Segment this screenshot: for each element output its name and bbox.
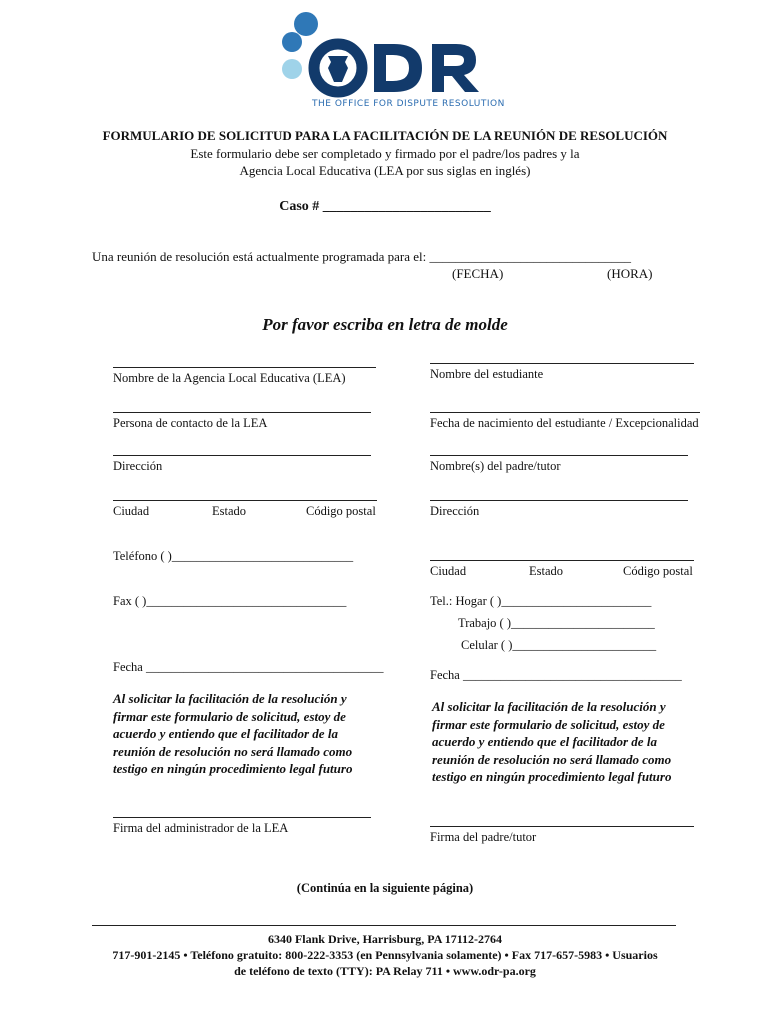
parent-state-label: Estado [529,564,564,578]
schedule-field[interactable]: Una reunión de resolución está actualmente programada para el: _______________________________ [92,249,631,264]
student-birthdate-line[interactable] [430,412,700,413]
parent-date-field[interactable]: Fecha ___________________________________ [430,668,682,682]
logo-tagline: THE OFFICE FOR DISPUTE RESOLUTION [312,99,505,109]
lea-date-field[interactable]: Fecha ______________________________________ [113,660,384,674]
print-heading: Por favor escriba en letra de molde [262,315,508,334]
parent-address-line[interactable] [430,500,688,501]
footer-divider [92,925,676,926]
parent-signature-label: Firma del padre/tutor [430,830,537,844]
lea-agreement-text: Al solicitar la facilitación de la resolución y firmar este formulario de solicitud, estoy de acuerdo y entiendo que el facilitador de la reunión de resolución no será llamado como testigo en ningún procedimiento legal futuro [113,691,353,776]
lea-address-line[interactable] [113,455,371,456]
lea-address-label: Dirección [113,459,163,473]
lea-city-line[interactable] [113,500,377,501]
student-name-label: Nombre del estudiante [430,367,544,381]
parent-cell-phone-field[interactable]: Celular ( )_______________________ [461,638,657,652]
parent-city-label: Ciudad [430,564,467,578]
lea-name-line[interactable] [113,367,376,368]
guardian-names-line[interactable] [430,455,688,456]
parent-home-phone-field[interactable]: Tel.: Hogar ( )________________________ [430,594,652,608]
lea-state-label: Estado [212,504,247,518]
parent-agreement-text: Al solicitar la facilitación de la resolución y firmar este formulario de solicitud, estoy de acuerdo y entiendo que el facilitador de la reunión de resolución no será llamado como testigo en ningún procedimiento legal futuro [432,699,672,784]
form-subtitle-line2: Agencia Local Educativa (LEA por sus siglas en inglés) [239,163,531,178]
footer-contact-line3: de teléfono de texto (TTY): PA Relay 711 • www.odr-pa.org [234,964,536,978]
lea-zip-label: Código postal [306,504,376,518]
student-name-line[interactable] [430,363,694,364]
parent-work-phone-field[interactable]: Trabajo ( )_______________________ [458,616,655,630]
lea-name-label: Nombre de la Agencia Local Educativa (LEA) [113,371,346,385]
guardian-names-label: Nombre(s) del padre/tutor [430,459,561,473]
schedule-date-label: (FECHA) [452,266,504,281]
form-title: FORMULARIO DE SOLICITUD PARA LA FACILITACIÓN DE LA REUNIÓN DE RESOLUCIÓN [102,128,668,143]
lea-signature-label: Firma del administrador de la LEA [113,821,289,835]
schedule-time-label: (HORA) [607,266,653,281]
continued-note: (Continúa en la siguiente página) [296,881,474,895]
lea-fax-field[interactable]: Fax ( )________________________________ [113,594,347,608]
lea-signature-line[interactable] [113,817,371,818]
parent-zip-label: Código postal [623,564,693,578]
lea-contact-line[interactable] [113,412,371,413]
student-birthdate-label: Fecha de nacimiento del estudiante / Excepcionalidad [430,416,699,430]
parent-signature-line[interactable] [430,826,694,827]
parent-city-line[interactable] [430,560,694,561]
parent-address-label: Dirección [430,504,480,518]
lea-city-label: Ciudad [113,504,150,518]
form-subtitle-line1: Este formulario debe ser completado y firmado por el padre/los padres y la [190,146,580,161]
case-number-field[interactable]: Caso # ________________________ [279,199,491,214]
lea-phone-field[interactable]: Teléfono ( )_____________________________ [113,549,354,563]
lea-contact-label: Persona de contacto de la LEA [113,416,268,430]
footer-contact-line2: 717-901-2145 • Teléfono gratuito: 800-222-3353 (en Pennsylvania solamente) • Fax 717-657-5983 • Usuarios [112,948,658,962]
footer-address: 6340 Flank Drive, Harrisburg, PA 17112-2764 [267,932,503,946]
odr-logo [276,10,505,114]
